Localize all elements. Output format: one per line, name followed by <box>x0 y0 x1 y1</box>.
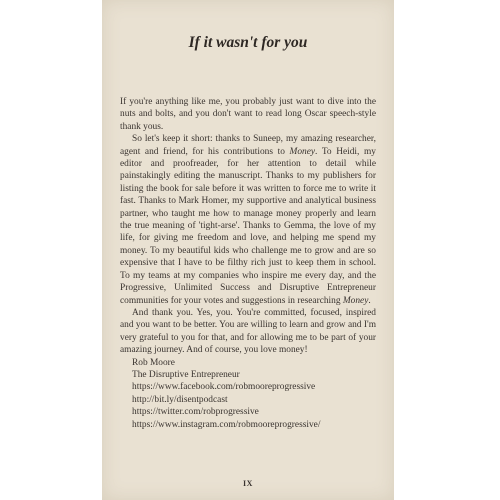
link-twitter: https://twitter.com/robprogressive <box>132 407 259 418</box>
paragraph-thanks <box>120 133 376 307</box>
thanks-text-part2: . To Heidi, my editor and proofreader, for her attention to detail while painstakingly editing the manuscript. Thanks to my publishers for listing the book for sale before it was written to force me to write it fast. Thanks to Mark Homer, my supportive and analytical business partner, who taught me how to manage money properly and learn the true meaning of 'tight-arse'. Thanks to Gemma, the love of my life, for giving me freedom and love, and helping me spend my money. To my beautiful kids who challenge me to grow and are so expensive that I have to be filthy rich just to keep them in school. To my teams at my companies who inspire me every day, and the Progressive, Unlimited Success and Disruptive Entrepreneur communities for your votes and suggestions in researching <box>120 146 376 306</box>
book-page <box>102 0 394 500</box>
page-number: IX <box>243 479 253 488</box>
thanks-text-end: . <box>368 295 371 306</box>
link-podcast: http://bit.ly/disentpodcast <box>132 394 228 405</box>
link-instagram: https://www.instagram.com/robmooreprogressive/ <box>132 419 321 430</box>
book-title-money: Money <box>289 146 316 157</box>
author-tagline: The Disruptive Entrepreneur <box>132 369 240 380</box>
thanks-text-part1: So let's keep it short: thanks to Suneep, my amazing researcher, agent and friend, for his contributions to <box>120 134 376 157</box>
book-title-money: Money <box>342 295 369 306</box>
paragraph-intro: If you're anything like me, you probably just want to dive into the nuts and bolts, and you don't want to read long Oscar speech-style thank yous. <box>120 97 376 132</box>
author-name: Rob Moore <box>132 357 175 368</box>
chapter-title: If it wasn't for you <box>188 34 308 51</box>
paragraph-reader: And thank you. Yes, you. You're committed, focused, inspired and you want to be better. You are willing to learn and grow and I'm very grateful to you for that, and for allowing me to be part of your amazing journey. And of course, you love money! <box>120 307 376 356</box>
body-text <box>120 96 376 431</box>
signoff <box>132 357 376 431</box>
link-facebook: https://www.facebook.com/robmooreprogressive <box>132 382 316 393</box>
